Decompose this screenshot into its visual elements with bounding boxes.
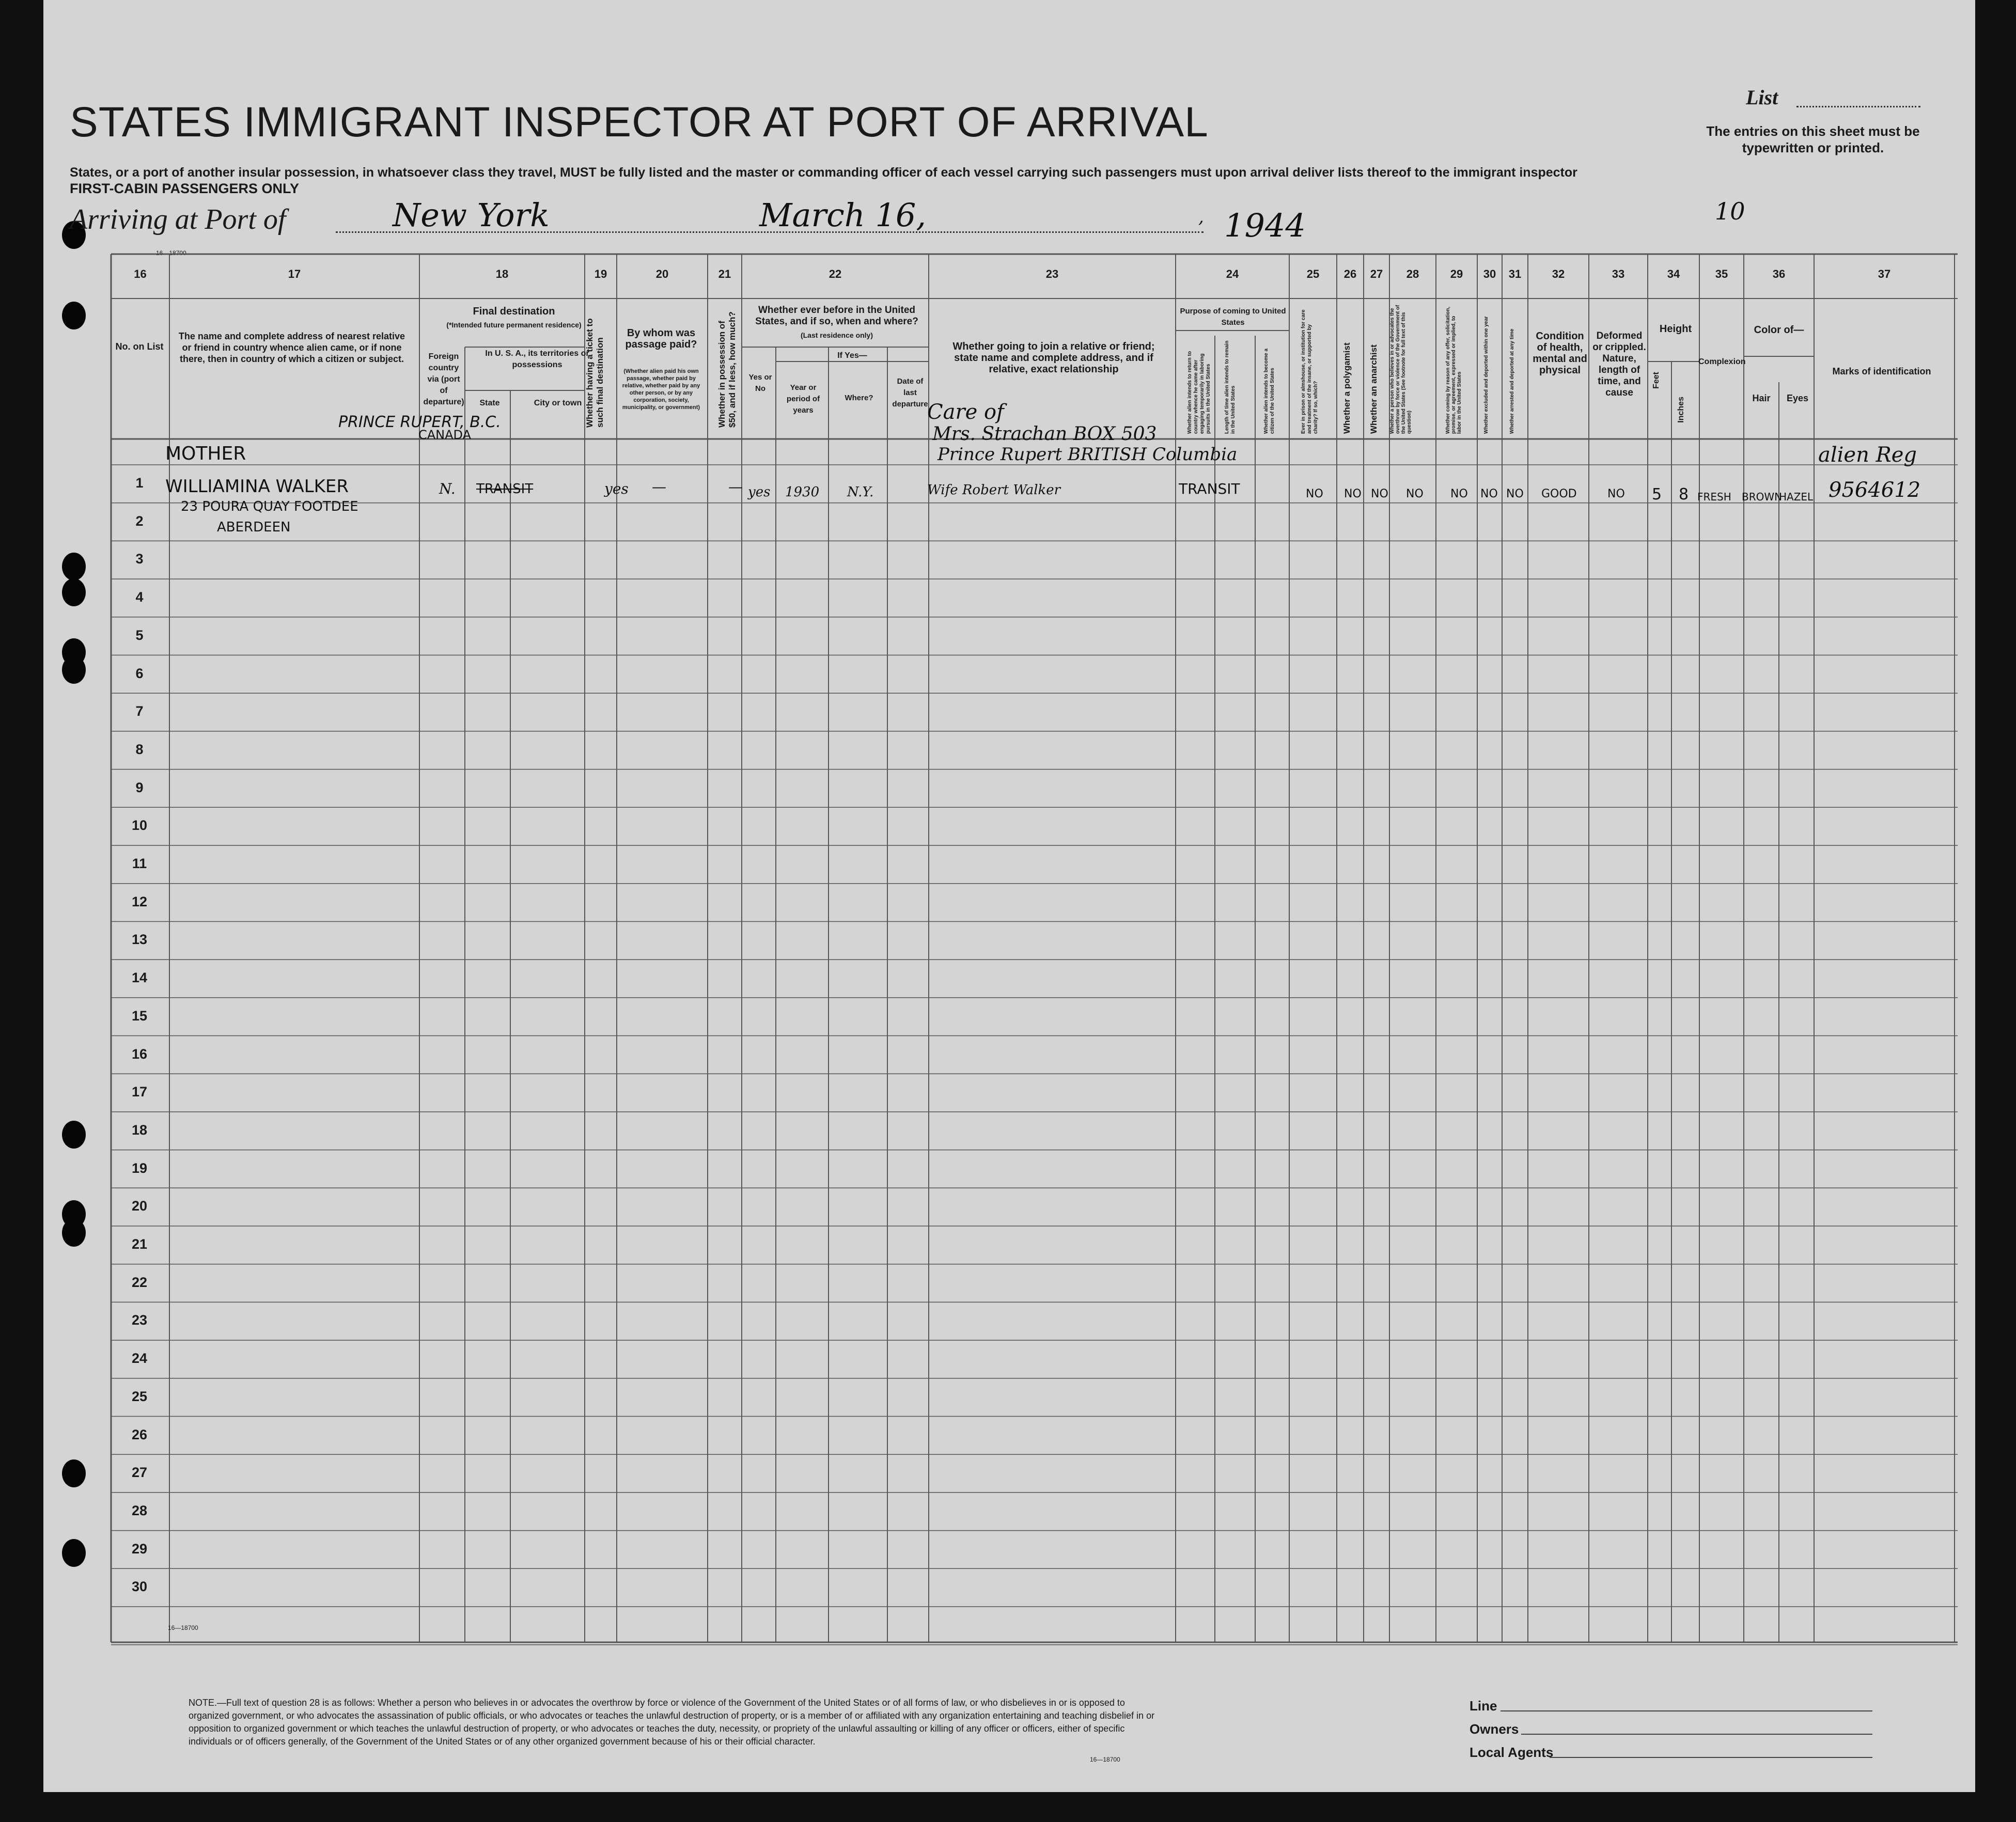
- row-number: 2: [135, 513, 144, 529]
- col18-foreign-header: Foreign country via (port of departure): [423, 352, 464, 406]
- column-number: 18: [495, 268, 509, 280]
- column-number: 31: [1508, 268, 1522, 280]
- row-number: 17: [131, 1084, 148, 1100]
- col36-hair-header: Hair: [1752, 393, 1771, 403]
- column-number: 21: [718, 268, 731, 280]
- column-number: 35: [1715, 268, 1728, 280]
- eyes-hw: HAZEL: [1779, 491, 1814, 503]
- row-number: 24: [131, 1350, 148, 1366]
- column-number: 37: [1878, 268, 1891, 280]
- row-number: 22: [131, 1274, 148, 1290]
- join-line1-hw: Care of: [927, 400, 1004, 424]
- marks-line2-hw: 9564612: [1829, 478, 1921, 502]
- column-number: 19: [594, 268, 607, 280]
- owners-label: Owners: [1470, 1721, 1519, 1737]
- col22-yesno-header: Yes or No: [748, 373, 772, 393]
- col22-subheader: (Last residence only): [800, 331, 873, 339]
- inches-hw: 8: [1679, 485, 1689, 504]
- column-number: 16: [134, 268, 147, 280]
- col31-header: Whether arrested and deported at any time: [1509, 328, 1515, 434]
- column-number: 28: [1406, 268, 1419, 280]
- health-hw: GOOD: [1541, 488, 1577, 500]
- column-number: 30: [1483, 268, 1496, 280]
- row-number: 14: [131, 970, 148, 986]
- col33-header: Deformed or crippled. Nature, length of time, and cause: [1592, 331, 1646, 398]
- col28-hw: NO: [1406, 488, 1424, 500]
- col24-header: Purpose of coming to United States: [1180, 307, 1286, 327]
- column-number: 27: [1370, 268, 1383, 280]
- line-label: Line: [1470, 1698, 1497, 1714]
- col26-header: Whether a polygamist: [1342, 342, 1352, 434]
- arriving-label: Arriving at Port of: [70, 203, 286, 235]
- hair-hw: BROWN: [1742, 491, 1783, 503]
- marks-line1-hw: alien Reg: [1818, 443, 1917, 467]
- row-number: 4: [135, 589, 144, 605]
- col26-hw: NO: [1344, 488, 1362, 500]
- row-number: 30: [131, 1579, 148, 1595]
- col29-header: Whether coming by reason of any offer, solicitation, promise, or agreement, expressed or implied, to labor in the United States: [1445, 306, 1462, 434]
- col37-header: Marks of identification: [1832, 366, 1931, 376]
- col22-year-header: Year or period of years: [786, 383, 820, 415]
- row-number: 23: [131, 1312, 148, 1328]
- money-hw: —: [728, 478, 743, 495]
- column-number: 36: [1772, 268, 1786, 280]
- footnote-question-28: NOTE.—Full text of question 28 is as follows: Whether a person who believes in or advocates the overthrow by force or violence of the Government of the United States or of all forms of law, or who disbelieves in or is opposed to organized government, or who advocates the assassination of public officials, or who advocates or teaches the unlawful destruction of property, or is a member of or affiliated with any organization entertaining and teaching disbelief in or opposition to organized government or which teaches the unlawful destruction of property, or who advocates or teaches the duty, necessity, or propriety of the unlawful assaulting or killing of any officer or officers, either of specific individuals or of officers generally, of the Government of the United States or of any other organized government because of his or their official character.: [189, 1698, 1155, 1747]
- ticket-hw: yes: [604, 480, 629, 497]
- date-handwritten: March 16,: [759, 196, 927, 234]
- row-number: 25: [131, 1388, 148, 1404]
- row-number: 29: [131, 1541, 148, 1557]
- column-number: 29: [1450, 268, 1463, 280]
- col35-header: Complexion: [1698, 357, 1746, 366]
- before-year-hw: 1930: [785, 484, 820, 500]
- column-number: 33: [1612, 268, 1625, 280]
- foreign-country-hw: N.: [439, 480, 456, 497]
- col23-header: Whether going to join a relative or friend; state name and complete address, and if relative, exact relationship: [952, 341, 1155, 375]
- col21-header: Whether in possession of $50, and if less, how much?: [717, 311, 737, 428]
- form-number-footer: 16—18700: [1090, 1756, 1120, 1763]
- above-foreign2-hw: CANADA: [418, 428, 472, 442]
- relative-city-hw: ABERDEEN: [217, 520, 291, 535]
- col32-header: Condition of health, mental and physical: [1533, 331, 1587, 376]
- row-number: 27: [131, 1465, 148, 1481]
- col34-header: Height: [1659, 323, 1692, 335]
- row-number: 11: [132, 856, 147, 871]
- col25-header: Ever in prison or almshouse, or institution for care and treatment of the insane, or supported by charity? If so, which?: [1301, 309, 1319, 434]
- col36-eyes-header: Eyes: [1786, 393, 1809, 403]
- row-number: 13: [131, 932, 148, 948]
- col28-header: Whether a person who believes in or advocates the overthrow by force or violence of the Government of the United States (See footnote for full text of this question): [1389, 305, 1412, 434]
- col18-city-header: City or town: [534, 399, 582, 407]
- col27-hw: NO: [1371, 488, 1388, 500]
- col25-hw: NO: [1306, 488, 1323, 500]
- row-number: 5: [135, 627, 144, 643]
- col34-inches-header: Inches: [1677, 397, 1685, 423]
- form-number-top: 16—18700: [156, 249, 186, 257]
- col20-subheader: (Whether alien paid his own passage, whether paid by relative, whether paid by any other person, or by any corporation, society, municipality, or government): [622, 368, 700, 411]
- row-number: 7: [135, 703, 144, 719]
- row-number: 26: [131, 1426, 148, 1442]
- before-where-hw: N.Y.: [847, 484, 874, 500]
- date-comma: ,: [1198, 207, 1204, 227]
- row-number: 21: [131, 1236, 148, 1252]
- row-number: 16: [131, 1046, 148, 1062]
- col24-b-header: Length of time alien intends to remain in the United States: [1224, 340, 1236, 434]
- col18-usa-header: In U. S. A., its territories or possessions: [485, 349, 589, 369]
- col31-hw: NO: [1506, 488, 1524, 500]
- row-number: 3: [135, 551, 144, 567]
- column-number: 34: [1667, 268, 1680, 280]
- passage-paid-hw: —: [652, 478, 666, 495]
- column-number: 22: [829, 268, 842, 280]
- form-number-bottom: 16—18700: [168, 1624, 198, 1631]
- column-number: 26: [1343, 268, 1357, 280]
- entries-note: The entries on this sheet must be typewritten or printed.: [1706, 123, 1920, 155]
- list-label: List: [1746, 86, 1778, 109]
- local-agents-label: Local Agents: [1470, 1745, 1554, 1760]
- col18-header: Final destination: [473, 306, 555, 317]
- row-number: 28: [131, 1502, 148, 1518]
- subtitle-class: FIRST-CABIN PASSENGERS ONLY: [70, 181, 300, 196]
- col18-state-header: State: [479, 399, 500, 407]
- row-number: 8: [135, 741, 144, 757]
- column-number: 23: [1045, 268, 1059, 280]
- row-number: 10: [131, 818, 148, 834]
- row-number: 20: [131, 1198, 148, 1214]
- local-agents-underline: [1550, 1757, 1872, 1758]
- col29-hw: NO: [1450, 488, 1468, 500]
- col16-header: No. on List: [115, 341, 164, 352]
- subtitle-line: States, or a port of another insular possession, in whatsoever class they travel, MUST be fully listed and the master or commanding officer of each vessel carrying such passengers must upon arrival deliver lists thereof to the immigrant inspector: [70, 165, 1577, 180]
- col19-header: Whether having a ticket to such final destination: [585, 318, 605, 428]
- relative-name-hw: WILLIAMINA WALKER: [165, 476, 349, 497]
- col30-header: Whether excluded and deported within one year: [1483, 316, 1489, 434]
- column-number: 25: [1306, 268, 1320, 280]
- col24-c-header: Whether alien intends to become a citizen of the United States: [1263, 348, 1275, 434]
- relation-hw: MOTHER: [165, 443, 246, 464]
- col24-a-header: Whether alien intends to return to country whence he came after engaging temporarily in laboring pursuits in the United States: [1187, 351, 1211, 434]
- complexion-hw: FRESH: [1697, 491, 1731, 503]
- col22-header: Whether ever before in the United States, and if so, when and where?: [755, 305, 918, 327]
- col17-header: The name and complete address of nearest relative or friend in country whence alien came, or if none there, then in country of which a citizen or subject.: [178, 331, 405, 364]
- relative-address-hw: 23 POURA QUAY FOOTDEE: [181, 499, 358, 514]
- page-title: STATES IMMIGRANT INSPECTOR AT PORT OF ARRIVAL: [70, 99, 1209, 146]
- year-handwritten: 1944: [1224, 207, 1306, 244]
- column-number: 24: [1226, 268, 1239, 280]
- col36-header: Color of—: [1754, 324, 1804, 336]
- col22-ifyes: If Yes—: [837, 351, 867, 360]
- sheet-number-handwritten: 10: [1715, 197, 1745, 225]
- before-yesno-hw: yes: [748, 484, 771, 500]
- join-line3-hw: Prince Rupert BRITISH Columbia: [937, 444, 1238, 465]
- row-number: 18: [131, 1122, 148, 1138]
- purpose-hw: TRANSIT: [1179, 480, 1240, 497]
- row-number: 9: [135, 779, 144, 795]
- above-foreign-hw: PRINCE RUPERT, B.C.: [338, 413, 501, 431]
- column-number: 20: [655, 268, 669, 280]
- column-number: 17: [288, 268, 301, 280]
- col30-hw: NO: [1480, 488, 1498, 500]
- col22-where-header: Where?: [845, 394, 873, 402]
- port-handwritten: New York: [393, 196, 550, 234]
- deformed-hw: NO: [1607, 488, 1625, 500]
- row-number: 1: [135, 475, 144, 491]
- col22-date-header: Date of last departure: [892, 377, 928, 409]
- col27-header: Whether an anarchist: [1369, 344, 1379, 434]
- col18-subheader: (*Intended future permanent residence): [446, 321, 582, 329]
- owners-underline: [1521, 1734, 1872, 1735]
- line-underline: [1501, 1710, 1872, 1711]
- feet-hw: 5: [1652, 485, 1662, 504]
- join-line2-hw: Mrs. Strachan BOX 503: [932, 423, 1157, 445]
- join-line4-hw: Wife Robert Walker: [927, 482, 1061, 498]
- col34-feet-header: Feet: [1652, 372, 1661, 389]
- column-number: 32: [1552, 268, 1565, 280]
- col20-header: By whom was passage paid?: [625, 327, 697, 350]
- state-hw: TRANSIT: [476, 481, 534, 497]
- row-number: 19: [131, 1160, 148, 1176]
- row-number: 12: [131, 893, 148, 909]
- row-number: 6: [135, 665, 144, 681]
- row-number: 15: [131, 1008, 148, 1024]
